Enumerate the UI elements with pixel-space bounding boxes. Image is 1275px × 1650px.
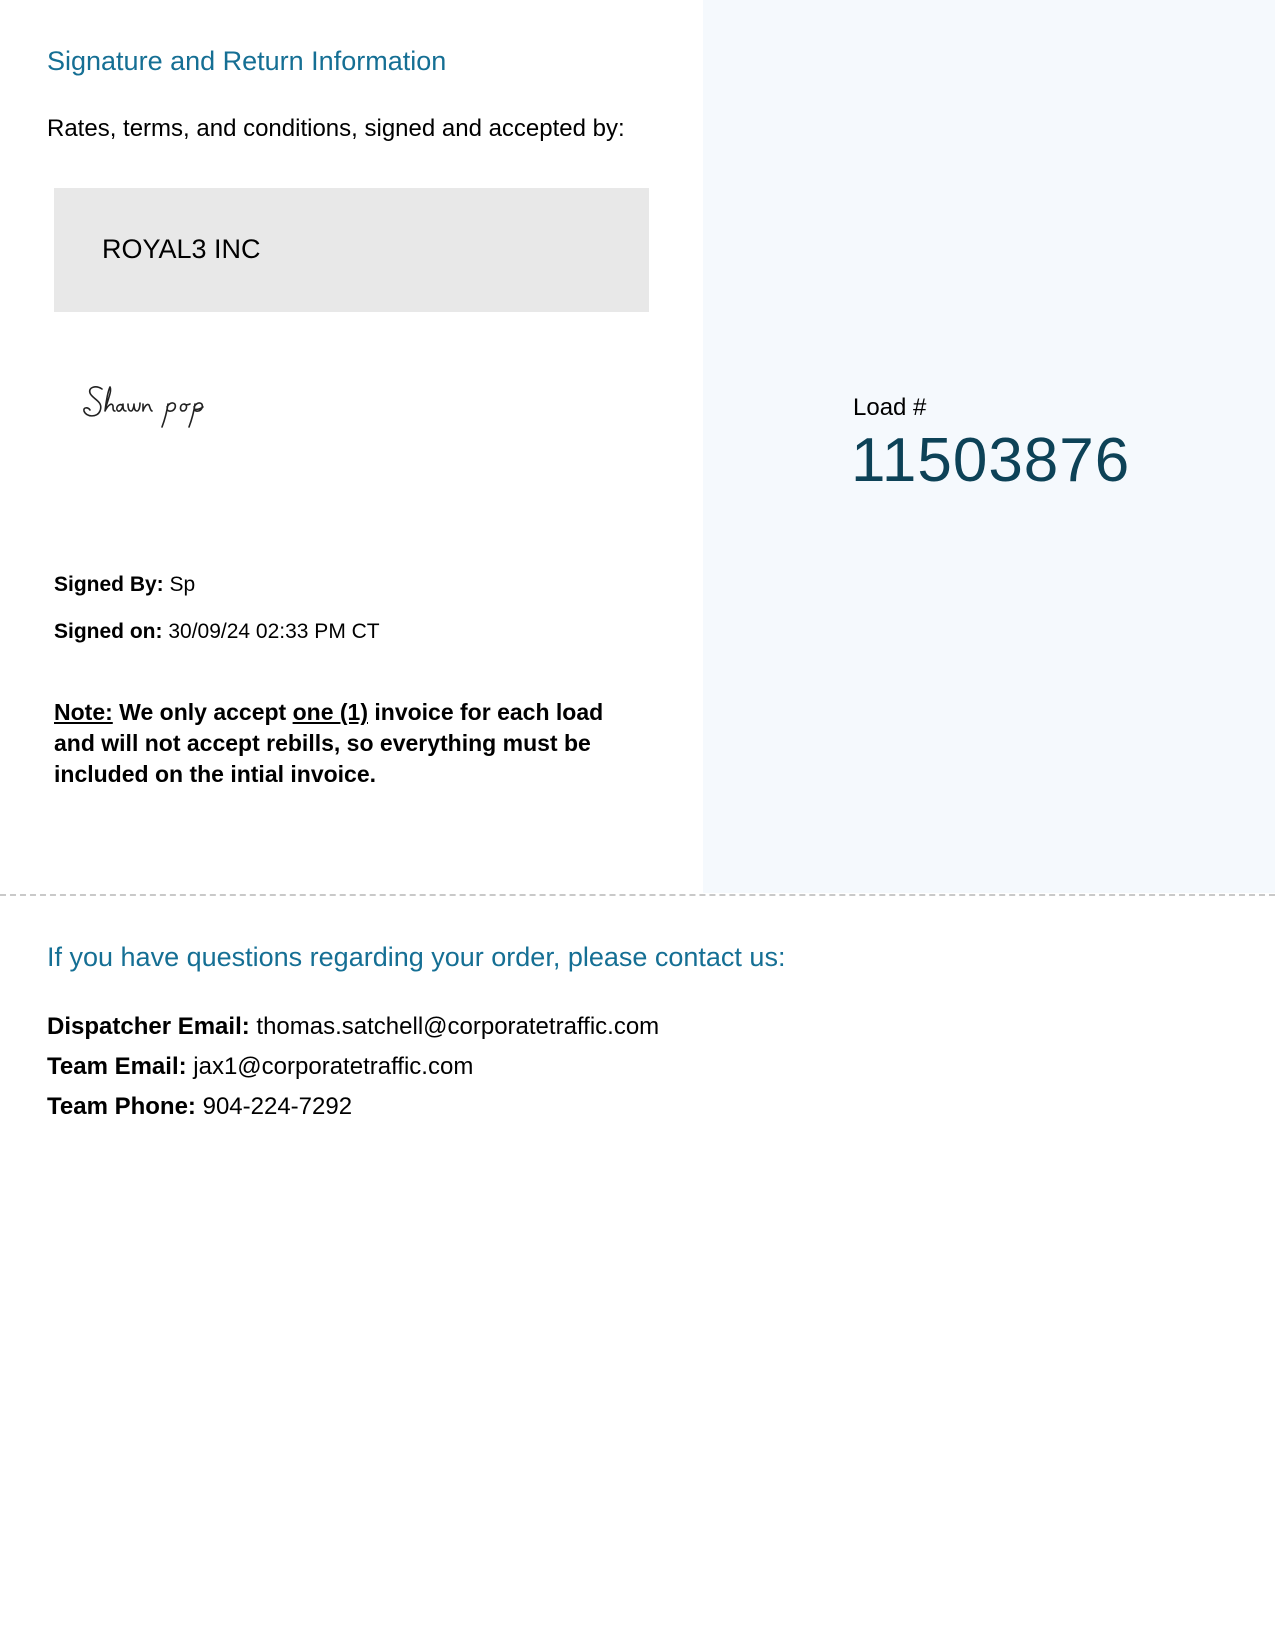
team-phone-line bbox=[47, 1093, 352, 1121]
signed-on-value: 30/09/24 02:33 PM CT bbox=[168, 620, 380, 643]
note-emphasis: one (1) bbox=[292, 699, 368, 725]
team-email[interactable]: jax1@corporatetraffic.com bbox=[193, 1053, 474, 1080]
signed-on bbox=[54, 620, 380, 644]
signed-by-value: Sp bbox=[169, 573, 196, 596]
dispatcher-email-label: Dispatcher Email: bbox=[47, 1013, 250, 1040]
team-email-label: Team Email: bbox=[47, 1053, 187, 1080]
signed-by bbox=[54, 573, 195, 597]
note-label: Note: bbox=[54, 699, 113, 725]
load-label: Load # bbox=[853, 394, 927, 421]
company-name: ROYAL3 INC bbox=[102, 234, 261, 264]
invoice-note bbox=[54, 697, 644, 790]
dispatcher-email-line bbox=[47, 1013, 659, 1041]
signature-image bbox=[82, 381, 242, 433]
signature-section-title: Signature and Return Information bbox=[47, 46, 447, 76]
dispatcher-email[interactable]: thomas.satchell@corporatetraffic.com bbox=[256, 1013, 660, 1040]
company-box bbox=[54, 188, 649, 312]
signed-on-label: Signed on: bbox=[54, 620, 163, 643]
note-text-before: We only accept bbox=[119, 699, 287, 725]
signed-by-label: Signed By: bbox=[54, 573, 164, 596]
section-divider bbox=[0, 894, 1275, 896]
contact-section-title: If you have questions regarding your order, please contact us: bbox=[47, 942, 786, 972]
note-text-after: invoice for each load and will not accept rebills, so everything must be included on the intial invoice. bbox=[54, 699, 604, 787]
team-email-line bbox=[47, 1053, 473, 1081]
team-phone[interactable]: 904-224-7292 bbox=[202, 1093, 353, 1120]
acceptance-text: Rates, terms, and conditions, signed and accepted by: bbox=[47, 115, 625, 142]
team-phone-label: Team Phone: bbox=[47, 1093, 196, 1120]
load-number: 11503876 bbox=[851, 426, 1131, 495]
